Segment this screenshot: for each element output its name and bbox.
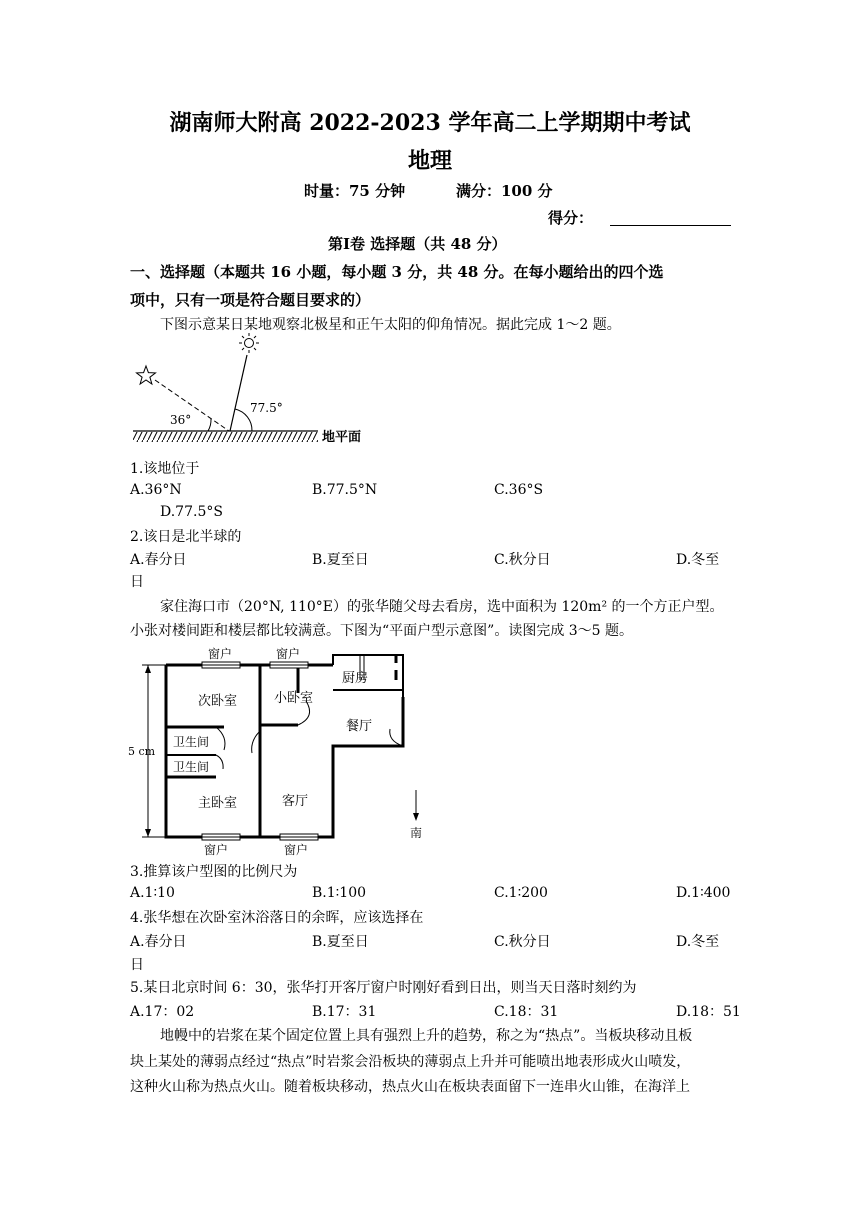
room-master-bedroom: 主卧室 <box>198 796 238 811</box>
room-dining: 餐厅 <box>346 719 373 734</box>
q3-option-c[interactable]: C.1∶200 <box>494 885 548 901</box>
window-label-bottom-left: 窗户 <box>204 843 229 857</box>
intro-q3-5-line2: 小张对楼间距和楼层都比较满意。下图为“平面户型示意图”。读图完成 3～5 题。 <box>130 623 634 639</box>
q4-option-d-wrap: 日 <box>130 957 144 973</box>
q5-option-b[interactable]: B.17：31 <box>312 1004 377 1020</box>
intro-q3-5-line1: 家住海口市（20°N, 110°E）的张华随父母去看房，选中面积为 120m² 的一个方正户型。 <box>160 599 724 615</box>
room-bathroom-2: 卫生间 <box>173 760 210 774</box>
q1-option-a[interactable]: A.36°N <box>130 482 182 498</box>
q2-option-b[interactable]: B.夏至日 <box>312 552 369 568</box>
section-instruction-line2: 项中，只有一项是符合题目要求的） <box>130 291 371 309</box>
room-living-room: 客厅 <box>282 794 309 809</box>
q2-option-c[interactable]: C.秋分日 <box>494 552 551 568</box>
subject-title: 地理 <box>407 148 452 174</box>
exam-title: 湖南师大附高 2022-2023 学年高二上学期期中考试 <box>169 110 691 136</box>
room-bathroom-1: 卫生间 <box>173 735 210 749</box>
intro-hotspot-line1: 地幔中的岩浆在某个固定位置上具有强烈上升的趋势，称之为“热点”。当板块移动且板 <box>160 1028 693 1044</box>
q3-option-a[interactable]: A.1∶10 <box>130 885 175 901</box>
q4-option-b[interactable]: B.夏至日 <box>312 934 369 950</box>
sun-ray <box>230 355 247 431</box>
q4-option-d[interactable]: D.冬至 <box>676 934 720 950</box>
floor-plan-figure <box>128 645 440 857</box>
intro-hotspot-line3: 这种火山称为热点火山。随着板块移动，热点火山在板块表面留下一连串火山锥，在海洋上 <box>130 1079 690 1095</box>
ground-hatch <box>133 432 318 442</box>
room-second-bedroom: 次卧室 <box>198 694 238 709</box>
dimension-label: 5 cm <box>128 745 156 758</box>
star-angle-label: 36° <box>170 413 192 427</box>
q1-stem: 1.该地位于 <box>130 461 200 477</box>
q5-option-d[interactable]: D.18：51 <box>676 1004 741 1020</box>
star-icon <box>137 366 156 384</box>
window-label-top-right: 窗户 <box>276 647 301 661</box>
q5-option-a[interactable]: A.17：02 <box>130 1004 195 1020</box>
q2-option-d-wrap: 日 <box>130 574 144 590</box>
sun-angle-label: 77.5° <box>250 401 283 415</box>
q4-option-c[interactable]: C.秋分日 <box>494 934 551 950</box>
room-kitchen: 厨房 <box>342 671 369 686</box>
q1-option-d[interactable]: D.77.5°S <box>160 504 223 520</box>
room-small-bedroom: 小卧室 <box>274 691 314 706</box>
window-label-top-left: 窗户 <box>208 647 233 661</box>
star-angle-arc <box>208 419 211 431</box>
section-instruction-line1: 一、选择题（本题共 16 小题，每小题 3 分，共 48 分。在每小题给出的四个选 <box>130 263 664 281</box>
grade-blank <box>610 225 731 226</box>
ground-label: 地平面 <box>322 430 362 445</box>
q1-option-b[interactable]: B.77.5°N <box>312 482 378 498</box>
polaris-sightline <box>155 380 229 431</box>
q3-option-d[interactable]: D.1∶400 <box>676 885 731 901</box>
q2-option-d[interactable]: D.冬至 <box>676 552 720 568</box>
window-label-bottom-right: 窗户 <box>284 843 309 857</box>
q4-stem: 4.张华想在次卧室沐浴落日的余晖，应该选择在 <box>130 910 424 926</box>
part1-heading: 第Ⅰ卷 选择题（共 48 分） <box>328 235 507 253</box>
q5-stem: 5.某日北京时间 6：30，张华打开客厅窗户时刚好看到日出，则当天日落时刻约为 <box>130 980 637 996</box>
q2-option-a[interactable]: A.春分日 <box>130 552 187 568</box>
south-label: 南 <box>410 826 423 840</box>
elevation-angle-figure <box>128 330 398 450</box>
q3-option-b[interactable]: B.1∶100 <box>312 885 367 901</box>
q2-stem: 2.该日是北半球的 <box>130 529 242 545</box>
time-label: 时量：75 分钟 <box>304 182 406 200</box>
q3-stem: 3.推算该户型图的比例尺为 <box>130 864 298 880</box>
q1-option-c[interactable]: C.36°S <box>494 482 544 498</box>
intro-q1-2: 下图示意某日某地观察北极星和正午太阳的仰角情况。据此完成 1～2 题。 <box>160 317 621 333</box>
q4-option-a[interactable]: A.春分日 <box>130 934 187 950</box>
score-label: 满分：100 分 <box>456 182 553 200</box>
grade-label: 得分： <box>548 209 594 227</box>
intro-hotspot-line2: 块上某处的薄弱点经过“热点”时岩浆会沿板块的薄弱点上升并可能喷出地表形成火山喷发， <box>130 1054 691 1070</box>
q5-option-c[interactable]: C.18：31 <box>494 1004 559 1020</box>
sun-icon <box>239 333 259 353</box>
